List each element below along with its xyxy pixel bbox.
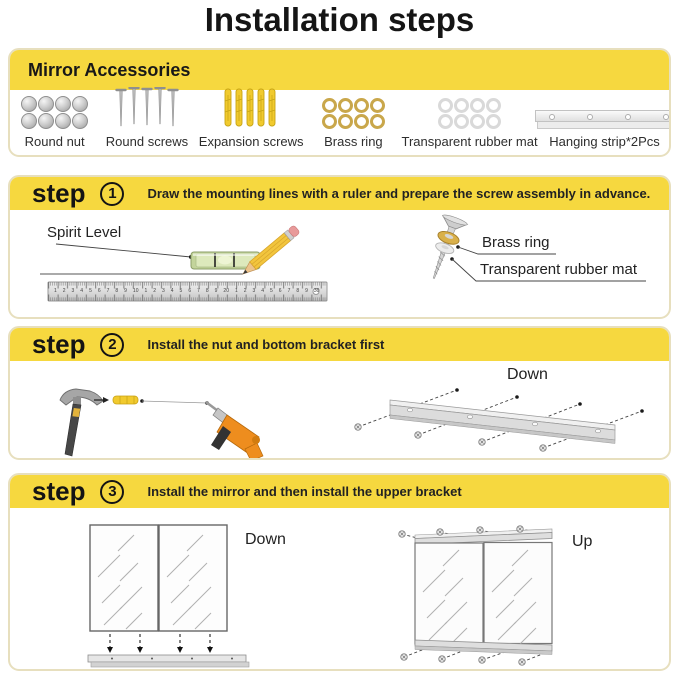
accessories-box — [8, 48, 671, 157]
bottom-bracket-diagram — [355, 388, 644, 451]
mirror-lowering-diagram — [88, 525, 249, 667]
hammer-icon — [60, 389, 103, 456]
step1-body — [10, 210, 669, 317]
accessories-row — [10, 90, 669, 155]
accessory-label: Round nut — [24, 134, 85, 149]
accessory-label: Round screws — [105, 134, 189, 149]
step3-header — [10, 475, 669, 508]
step-word: step — [32, 329, 86, 359]
mirror-panel — [90, 525, 158, 631]
mirror-panel — [415, 543, 483, 644]
accessory-hanging-strip — [540, 90, 669, 155]
mirror-panel — [159, 525, 227, 631]
accessories-header: Mirror Accessories — [10, 50, 669, 90]
step2-illustration — [10, 361, 671, 460]
step-description: Install the mirror and then install the upper bracket — [147, 484, 462, 499]
hanging-strip-icon — [535, 110, 672, 129]
step1-header — [10, 177, 669, 210]
round-screws-icon — [114, 87, 180, 129]
accessory-round-nut — [10, 90, 99, 155]
accessory-round-screws — [99, 90, 194, 155]
brass-ring-label: Brass ring — [482, 234, 550, 251]
accessory-label: Transparent rubber mat — [401, 134, 538, 149]
expansion-screw-icon — [113, 396, 138, 404]
accessory-label: Brass ring — [324, 134, 383, 149]
accessory-label: Expansion screws — [198, 134, 304, 149]
step-description: Install the nut and bottom bracket first — [147, 337, 385, 352]
rubber-mat-icon — [438, 98, 501, 129]
spirit-level-label: Spirit Level — [47, 224, 122, 241]
step-number-badge: 2 — [100, 333, 124, 357]
accessory-brass-ring — [308, 90, 399, 155]
step-number-badge: 1 — [100, 182, 124, 206]
step2-body — [10, 361, 669, 458]
round-nut-icon — [21, 96, 88, 129]
accessory-label: Hanging strip*2Pcs — [549, 134, 660, 149]
step-word: step — [32, 178, 86, 208]
expansion-screws-icon — [222, 87, 280, 129]
page-title: Installation steps — [204, 1, 475, 38]
step-description: Draw the mounting lines with a ruler and prepare the screw assembly in advance. — [147, 186, 651, 201]
accessory-expansion-screws — [195, 90, 308, 155]
down-label: Down — [245, 531, 286, 548]
ruler-numbers: 1 2 3 4 5 6 7 8 9 10 1 2 3 4 5 6 7 8 9 20 1 2 3 4 5 6 7 8 9 30 — [54, 288, 320, 294]
upper-bracket-diagram — [399, 526, 552, 665]
step2-box — [8, 326, 671, 460]
step3-body — [10, 508, 669, 669]
pencil-icon — [240, 225, 300, 278]
brass-ring-icon — [322, 98, 385, 129]
step3-box — [8, 473, 671, 671]
down-label: Down — [507, 366, 548, 383]
up-label: Up — [572, 533, 593, 550]
step1-box — [8, 175, 671, 319]
rubber-mat-label: Transparent rubber mat — [480, 261, 638, 278]
step-word: step — [32, 476, 86, 506]
accessory-rubber-mat — [399, 90, 540, 155]
drill-icon — [206, 402, 263, 460]
step-number-badge: 3 — [100, 480, 124, 504]
mirror-panel — [484, 543, 552, 644]
step2-header — [10, 328, 669, 361]
